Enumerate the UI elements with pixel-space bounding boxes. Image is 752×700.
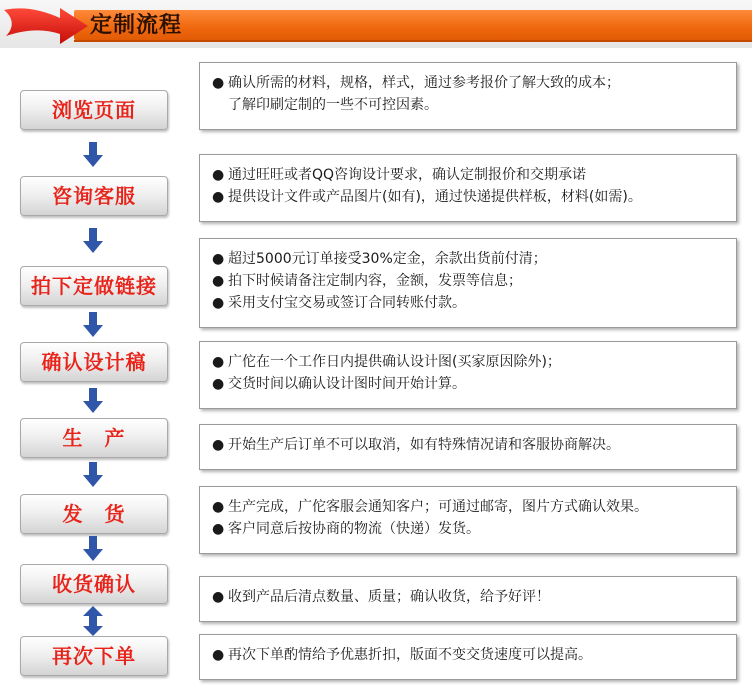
red-arrow-icon — [2, 4, 90, 46]
info-confirm-receipt — [199, 576, 737, 622]
bullet-icon: ● — [212, 189, 225, 205]
info-line — [212, 434, 726, 456]
arrow-down-icon — [82, 462, 104, 488]
step-confirm-receipt: 收货确认 — [20, 564, 168, 604]
bullet-icon: ● — [212, 521, 225, 537]
arrow-down-icon — [82, 388, 104, 414]
info-line — [212, 373, 726, 395]
info-line — [212, 270, 726, 292]
arrow-down-icon — [82, 312, 104, 338]
bullet-icon: ● — [212, 437, 225, 453]
step-consult-service: 咨询客服 — [20, 176, 168, 216]
info-line — [212, 292, 726, 314]
step-order-custom-link: 拍下定做链接 — [20, 266, 168, 306]
bullet-icon: ● — [212, 251, 225, 267]
step-confirm-design: 确认设计稿 — [20, 342, 168, 382]
step-reorder: 再次下单 — [20, 636, 168, 676]
info-line — [212, 186, 726, 208]
info-text: 开始生产后订单不可以取消，如有特殊情况请和客服协商解决。 — [228, 437, 620, 453]
info-line — [212, 644, 726, 666]
info-line — [212, 248, 726, 270]
step-production: 生 产 — [20, 418, 168, 458]
info-line — [212, 94, 726, 116]
bullet-icon: ● — [212, 75, 225, 91]
info-reorder — [199, 634, 737, 680]
header-underline — [74, 40, 752, 42]
arrow-down-icon — [82, 536, 104, 562]
step-shipping: 发 货 — [20, 494, 168, 534]
step-browse-page: 浏览页面 — [20, 90, 168, 130]
bullet-icon: ● — [212, 167, 225, 183]
info-line — [212, 72, 726, 94]
info-line — [212, 351, 726, 373]
info-line — [212, 586, 726, 608]
arrow-up-down-icon — [82, 606, 104, 636]
info-text: 了解印刷定制的一些不可控因素。 — [228, 97, 438, 113]
info-text: 客户同意后按协商的物流（快递）发货。 — [228, 521, 480, 537]
arrow-down-icon — [82, 142, 104, 168]
info-text: 收到产品后清点数量、质量；确认收货，给予好评！ — [228, 589, 550, 605]
bullet-icon: ● — [212, 273, 225, 289]
page-title: 定制流程 — [90, 13, 183, 38]
bullet-icon: ● — [212, 499, 225, 515]
info-text: 提供设计文件或产品图片(如有)，通过快递提供样板，材料(如需)。 — [228, 189, 642, 205]
info-shipping — [199, 486, 737, 554]
bullet-icon: ● — [212, 295, 225, 311]
info-confirm-design — [199, 341, 737, 409]
info-text: 采用支付宝交易或签订合同转账付款。 — [228, 295, 466, 311]
arrow-down-icon — [82, 228, 104, 254]
bullet-icon: ● — [212, 376, 225, 392]
info-text: 再次下单酌情给予优惠折扣，版面不变交货速度可以提高。 — [228, 647, 592, 663]
info-text: 超过5000元订单接受30%定金，余款出货前付清； — [228, 251, 547, 267]
info-text: 交货时间以确认设计图时间开始计算。 — [228, 376, 466, 392]
info-production — [199, 424, 737, 470]
info-order-custom-link — [199, 238, 737, 328]
info-text: 广佗在一个工作日内提供确认设计图(买家原因除外)； — [228, 354, 561, 370]
bullet-icon: ● — [212, 647, 225, 663]
info-text: 生产完成，广佗客服会通知客户；可通过邮寄，图片方式确认效果。 — [228, 499, 648, 515]
bullet-icon: ● — [212, 589, 225, 605]
info-line — [212, 518, 726, 540]
bullet-icon: ● — [212, 354, 225, 370]
info-text: 通过旺旺或者QQ咨询设计要求，确认定制报价和交期承诺 — [228, 167, 587, 183]
info-text: 确认所需的材料，规格，样式，通过参考报价了解大致的成本； — [228, 75, 620, 91]
info-line — [212, 496, 726, 518]
info-text: 拍下时候请备注定制内容，金额，发票等信息； — [228, 273, 522, 289]
info-consult-service — [199, 154, 737, 222]
header-banner — [0, 0, 752, 48]
info-line — [212, 164, 726, 186]
info-browse-page — [199, 62, 737, 130]
